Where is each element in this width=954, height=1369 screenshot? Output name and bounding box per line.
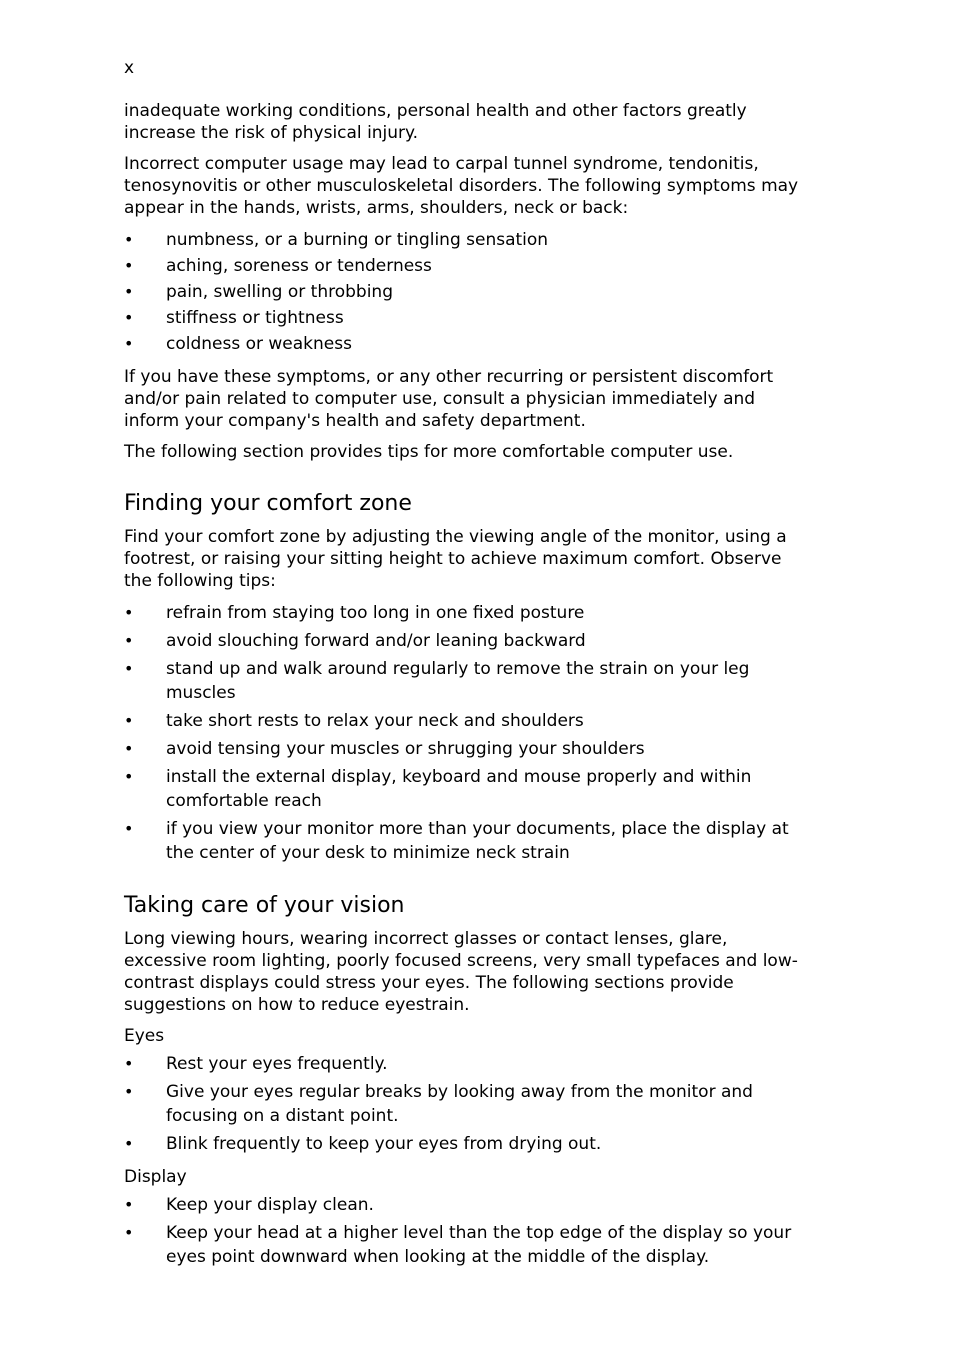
list-item-text: Rest your eyes frequently.: [166, 1054, 388, 1074]
list-item-text: avoid slouching forward and/or leaning backward: [166, 631, 586, 651]
subheading-display: Display: [124, 1167, 187, 1187]
list-item-text: stand up and walk around regularly to remove the strain on your leg muscles: [166, 659, 750, 703]
list-item-text: Blink frequently to keep your eyes from drying out.: [166, 1134, 602, 1154]
list-item: [124, 306, 814, 330]
page-number: x: [124, 58, 135, 78]
symptoms-list: [124, 228, 814, 356]
list-item: [124, 228, 814, 252]
section-heading-vision: Taking care of your vision: [124, 893, 405, 918]
bullet-icon: •: [124, 711, 134, 730]
list-item: [124, 1221, 814, 1269]
list-item-text: if you view your monitor more than your documents, place the display at the center of your desk to minimize neck strain: [166, 819, 789, 863]
bullet-icon: •: [124, 603, 134, 622]
list-item: [124, 765, 814, 813]
list-item: [124, 1193, 814, 1217]
bullet-icon: •: [124, 767, 134, 786]
list-item: [124, 629, 814, 653]
intro-paragraph-1: inadequate working conditions, personal health and other factors greatly increase the risk of physical injury.: [124, 101, 747, 143]
list-item: [124, 280, 814, 304]
list-item: [124, 1080, 814, 1128]
bullet-icon: •: [124, 739, 134, 758]
list-item-text: aching, soreness or tenderness: [166, 256, 432, 276]
section-heading-comfort: Finding your comfort zone: [124, 491, 412, 516]
list-item-text: Keep your head at a higher level than the top edge of the display so your eyes point downward when looking at the middle of the display.: [166, 1223, 792, 1267]
bullet-icon: •: [124, 631, 134, 650]
list-item: [124, 332, 814, 356]
list-item: [124, 601, 814, 625]
list-item-text: Give your eyes regular breaks by looking away from the monitor and focusing on a distant point.: [166, 1082, 753, 1126]
document-page: [124, 56, 814, 1279]
list-item-text: avoid tensing your muscles or shrugging your shoulders: [166, 739, 645, 759]
bullet-icon: •: [124, 1054, 134, 1073]
comfort-paragraph: Find your comfort zone by adjusting the viewing angle of the monitor, using a footrest, or raising your sitting height to achieve maximum comfort. Observe the following tips:: [124, 527, 787, 591]
list-item-text: take short rests to relax your neck and shoulders: [166, 711, 584, 731]
vision-paragraph: Long viewing hours, wearing incorrect glasses or contact lenses, glare, excessive room lighting, poorly focused screens, very small typefaces and low-contrast displays could stress your eyes. The following sections provide suggestions on how to reduce eyestrain.: [124, 929, 798, 1015]
bullet-icon: •: [124, 230, 134, 249]
intro-paragraph-2: Incorrect computer usage may lead to carpal tunnel syndrome, tendonitis, tenosynovitis or other musculoskeletal disorders. The following symptoms may appear in the hands, wrists, arms, shoulders, neck or back:: [124, 154, 799, 218]
list-item-text: install the external display, keyboard and mouse properly and within comfortable reach: [166, 767, 752, 811]
list-item-text: coldness or weakness: [166, 334, 352, 354]
bullet-icon: •: [124, 1082, 134, 1101]
bullet-icon: •: [124, 282, 134, 301]
list-item: [124, 1052, 814, 1076]
list-item-text: pain, swelling or throbbing: [166, 282, 393, 302]
bullet-icon: •: [124, 1223, 134, 1242]
list-item: [124, 709, 814, 733]
list-item: [124, 817, 814, 865]
list-item: [124, 254, 814, 278]
bullet-icon: •: [124, 334, 134, 353]
bullet-icon: •: [124, 1134, 134, 1153]
list-item: [124, 737, 814, 761]
bullet-icon: •: [124, 819, 134, 838]
list-item-text: stiffness or tightness: [166, 308, 344, 328]
intro-paragraph-3: If you have these symptoms, or any other recurring or persistent discomfort and/or pain related to computer use, consult a physician immediately and inform your company's health and safety department.: [124, 367, 774, 431]
display-list: [124, 1193, 814, 1269]
intro-paragraph-4: The following section provides tips for more comfortable computer use.: [124, 442, 734, 462]
subheading-eyes: Eyes: [124, 1026, 165, 1046]
list-item-text: refrain from staying too long in one fixed posture: [166, 603, 585, 623]
eyes-list: [124, 1052, 814, 1156]
bullet-icon: •: [124, 308, 134, 327]
bullet-icon: •: [124, 659, 134, 678]
list-item: [124, 657, 814, 705]
list-item-text: numbness, or a burning or tingling sensation: [166, 230, 549, 250]
comfort-tips-list: [124, 601, 814, 865]
bullet-icon: •: [124, 256, 134, 275]
list-item-text: Keep your display clean.: [166, 1195, 374, 1215]
list-item: [124, 1132, 814, 1156]
bullet-icon: •: [124, 1195, 134, 1214]
